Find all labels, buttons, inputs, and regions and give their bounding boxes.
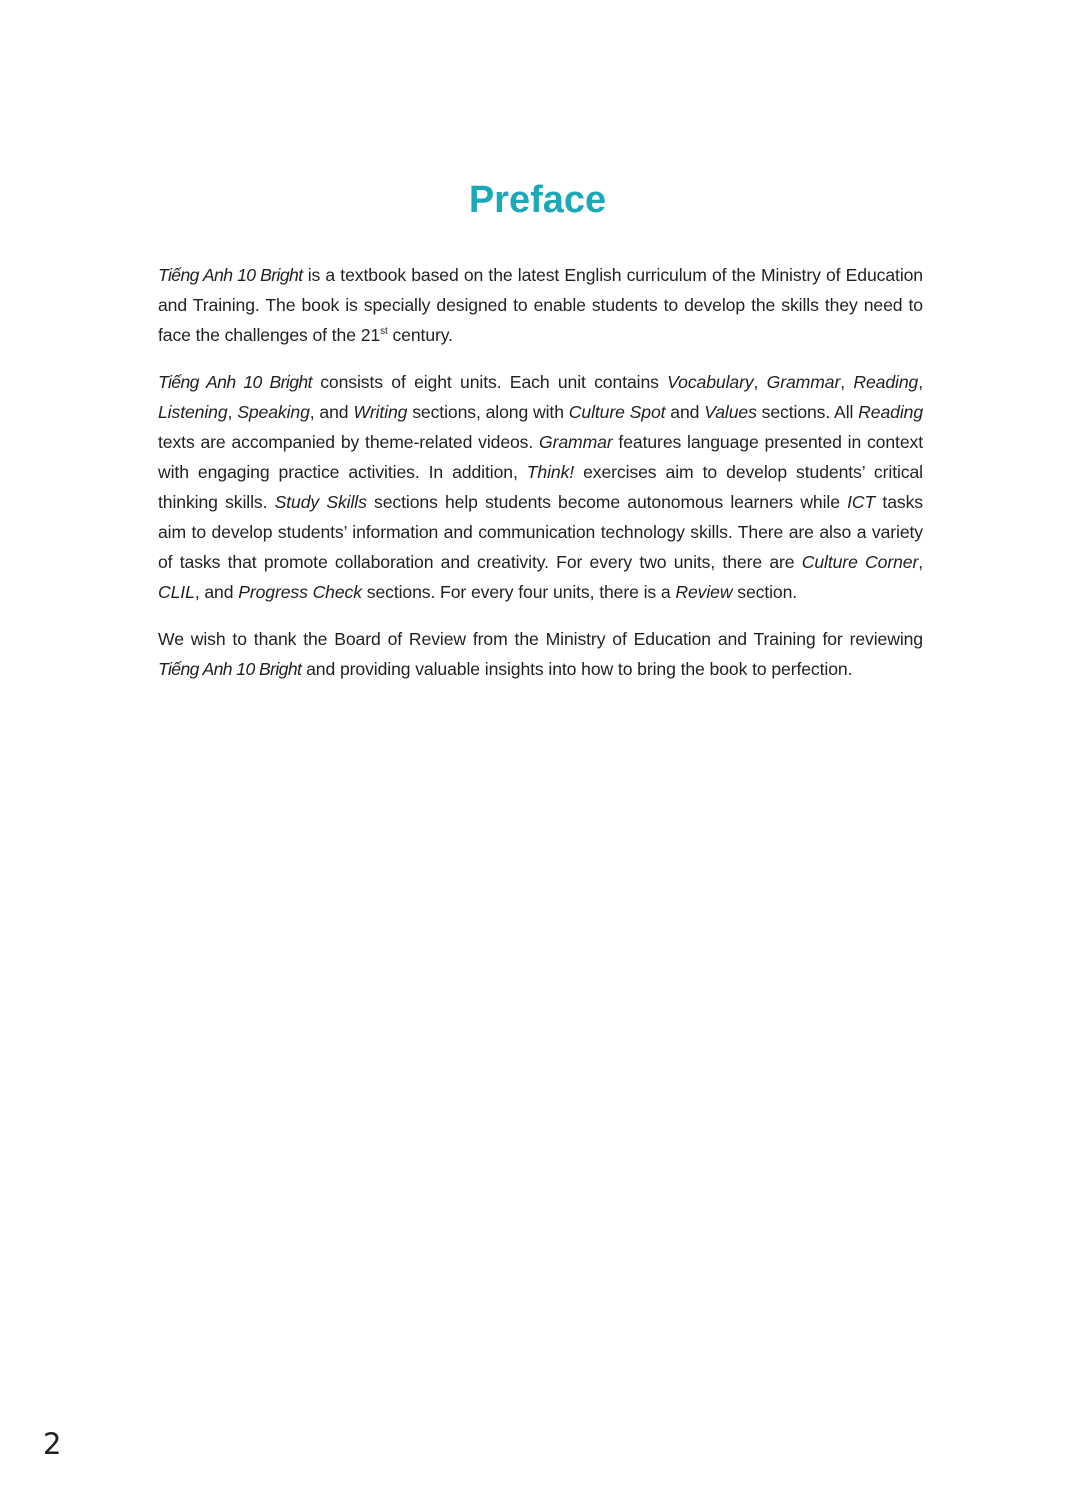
paragraph-text: , xyxy=(840,372,854,392)
paragraph-contents xyxy=(158,367,923,607)
section-name: Speaking xyxy=(237,402,310,422)
section-name: Reading xyxy=(853,372,919,392)
paragraph-text: and providing valuable insights into how to bring the book to perfection. xyxy=(301,659,853,679)
section-name: Culture Spot xyxy=(568,402,666,422)
section-name: Vocabulary xyxy=(667,372,754,392)
section-name: Progress Check xyxy=(238,582,362,602)
paragraph-text: , xyxy=(918,552,924,572)
paragraph-text: texts are accompanied by theme-related videos. xyxy=(158,432,539,452)
section-name: ICT xyxy=(847,492,876,512)
paragraph-text: sections. For every four units, there is a xyxy=(361,582,676,602)
paragraph-text: We wish to thank the Board of Review from the Ministry of Education and Training for reviewing xyxy=(158,629,923,649)
book-title: Tiếng Anh 10 Bright xyxy=(158,265,303,285)
paragraph-intro xyxy=(158,260,923,350)
book-title: Tiếng Anh 10 Bright xyxy=(158,372,312,392)
section-name: Culture Corner xyxy=(801,552,919,572)
paragraph-text: , xyxy=(753,372,767,392)
page-number: 2 xyxy=(43,1427,62,1461)
paragraph-text: , xyxy=(227,402,238,422)
paragraph-text: features language presented in context with engaging practice activities. In addition, xyxy=(158,432,923,482)
section-name: Reading xyxy=(858,402,924,422)
paragraph-text: and xyxy=(665,402,705,422)
paragraph-text: sections, along with xyxy=(407,402,569,422)
section-name: Review xyxy=(675,582,733,602)
paragraph-text: exercises aim to develop students’ critical thinking skills. xyxy=(158,462,923,512)
page-title: Preface xyxy=(468,179,607,221)
paragraph-text: sections help students become autonomous learners while xyxy=(366,492,848,512)
paragraph-text: is a textbook based on the latest English curriculum of the Ministry of Education and Training. The book is specially designed to enable students to develop the skills they need to face the challenges of the 21 xyxy=(158,265,923,345)
section-name: Think! xyxy=(526,462,575,482)
paragraph-text: sections. All xyxy=(756,402,859,422)
paragraph-text: section. xyxy=(732,582,798,602)
section-name: CLIL xyxy=(158,582,195,602)
section-name: Values xyxy=(704,402,757,422)
section-name: Grammar xyxy=(539,432,613,452)
book-title: Tiếng Anh 10 Bright xyxy=(158,659,302,679)
paragraph-text: tasks aim to develop students’ information and communication technology skills. There are also a variety of tasks that promote collaboration and creativity. For every two units, there are xyxy=(158,492,923,572)
preface-body xyxy=(158,260,923,701)
section-name: Study Skills xyxy=(274,492,367,512)
paragraph-text: , and xyxy=(309,402,354,422)
paragraph-text: , and xyxy=(194,582,239,602)
paragraph-text: century. xyxy=(387,325,453,345)
section-name: Writing xyxy=(353,402,408,422)
section-name: Grammar xyxy=(766,372,841,392)
paragraph-acknowledgement xyxy=(158,624,923,684)
ordinal-suffix: st xyxy=(380,326,388,338)
paragraph-text: , xyxy=(918,372,923,392)
section-name: Listening xyxy=(158,402,228,422)
paragraph-text: consists of eight units. Each unit contains xyxy=(311,372,668,392)
